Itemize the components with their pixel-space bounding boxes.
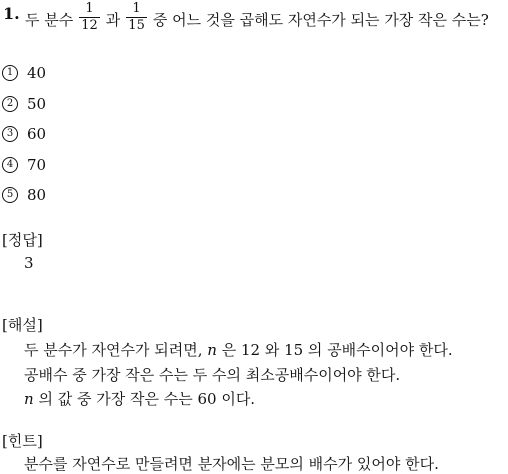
option-1-value: 40 xyxy=(27,64,47,82)
option-3-mark: 3 xyxy=(2,126,18,142)
option-5-value: 80 xyxy=(27,186,47,204)
option-4-value: 70 xyxy=(27,156,47,174)
explanation-line-1-a: 두 분수가 자연수가 되려면, xyxy=(24,341,203,359)
fraction-2-numerator: 1 xyxy=(132,1,141,16)
option-1-mark: 1 xyxy=(2,65,18,81)
option-4-mark: 4 xyxy=(2,157,18,173)
option-5-mark: 5 xyxy=(2,187,18,203)
option-2-mark: 2 xyxy=(2,96,18,112)
explanation-line-2: 공배수 중 가장 작은 수는 두 수의 최소공배수이어야 한다. xyxy=(24,366,401,384)
question-number: 1. xyxy=(3,4,20,23)
explanation-line-3 xyxy=(24,388,255,409)
fraction-2-denominator: 15 xyxy=(128,18,145,33)
question-text-a: 두 분수 xyxy=(25,11,74,29)
answer-value: 3 xyxy=(24,254,34,272)
explanation-label: [해설] xyxy=(2,316,43,334)
explanation-line-3-var: n xyxy=(24,390,34,408)
option-4[interactable] xyxy=(2,156,46,174)
option-2[interactable] xyxy=(2,95,46,113)
explanation-line-1 xyxy=(24,339,453,360)
explanation-line-1-var: n xyxy=(207,341,217,359)
option-5[interactable] xyxy=(2,186,46,204)
question-text xyxy=(25,1,489,35)
fraction-1-numerator: 1 xyxy=(85,1,94,16)
fraction-1-denominator: 12 xyxy=(81,18,98,33)
fraction-2 xyxy=(126,2,147,33)
hint-label: [힌트] xyxy=(2,432,43,450)
fraction-1 xyxy=(79,2,100,33)
explanation-line-1-b: 은 12 와 15 의 공배수이어야 한다. xyxy=(221,341,453,359)
answer-label: [정답] xyxy=(2,231,43,249)
option-3[interactable] xyxy=(2,125,46,143)
option-1[interactable] xyxy=(2,64,46,82)
question-text-c: 중 어느 것을 곱해도 자연수가 되는 가장 작은 수는? xyxy=(152,11,489,29)
option-3-value: 60 xyxy=(27,125,47,143)
question-text-b: 과 xyxy=(105,11,121,29)
explanation-line-3-b: 의 값 중 가장 작은 수는 60 이다. xyxy=(38,390,256,408)
hint-line-1: 분수를 자연수로 만들려면 분자에는 분모의 배수가 있어야 한다. xyxy=(24,455,439,473)
option-2-value: 50 xyxy=(27,95,47,113)
